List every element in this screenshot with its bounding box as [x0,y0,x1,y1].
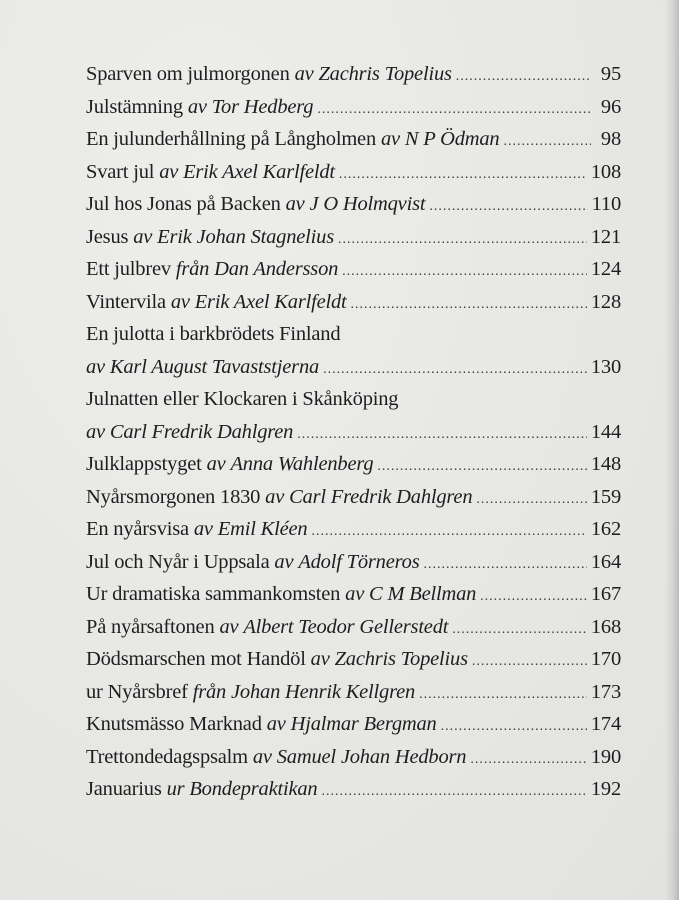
entry-title: En nyårsvisa [86,518,189,540]
toc-entry [86,253,621,286]
entry-by: från [175,258,210,280]
entry-title: Sparven om julmorgonen [86,63,290,85]
toc-entry [86,611,621,644]
toc-line [86,578,621,611]
page-number: 95 [600,63,621,85]
dot-leader [317,94,591,124]
entry-title: På nyårsaftonen [86,615,215,638]
entry-title: En julotta i barkbrödets Finland [86,323,341,345]
page-number: 148 [590,453,621,475]
entry-title: Nyårsmorgonen 1830 [86,485,261,508]
toc-entry [86,513,621,546]
toc-line [86,481,621,514]
dot-leader [456,61,591,91]
entry-by: av [206,453,226,475]
toc-line [86,416,621,449]
entry-author: Anna Wahlenberg [230,453,374,475]
entry-author: Bondepraktikan [189,778,318,800]
toc-line [86,773,621,806]
toc-entry [86,676,621,709]
entry-author: Hjalmar Bergman [290,713,437,735]
entry-title: Knutsmässo Marknad [86,713,262,735]
toc-line [86,448,621,481]
entry-author: Zachris Topelius [318,63,452,85]
entry-author: Erik Axel Karlfeldt [183,160,335,183]
table-of-contents [86,58,621,806]
toc-line [86,513,621,546]
entry-author: N P Ödman [404,128,500,150]
toc-line [86,286,621,319]
page-number: 164 [590,550,621,573]
entry-title: En julunderhållning på Långholmen [86,128,377,150]
entry-by: av [345,583,365,605]
entry-author: Tor Hedberg [211,95,314,118]
toc-line [86,708,621,741]
entry-author: Samuel Johan Hedborn [276,745,467,768]
dot-leader [321,776,586,806]
entry-title: Julklappstyget [86,453,202,475]
entry-title: Dödsmarschen mot Handöl [86,648,306,670]
entry-author: Carl Fredrik Dahlgren [289,485,473,508]
page-number: 167 [590,583,621,605]
toc-line [86,91,621,124]
page-number: 110 [591,193,621,215]
entry-title: Jul och Nyår i Uppsala [86,550,270,573]
entry-author: J O Holmqvist [309,193,426,215]
page-number: 174 [590,713,621,735]
entry-author: Emil Kléen [217,518,308,540]
toc-entry [86,318,621,383]
page-number: 130 [590,355,621,378]
entry-by: av [274,550,294,573]
toc-line [86,741,621,774]
dot-leader [429,191,587,221]
entry-by: av [285,193,305,215]
page-number: 98 [600,128,621,150]
page-gutter-shadow [665,0,679,900]
entry-by: av [294,63,314,85]
entry-by: av [219,615,239,638]
entry-by: av [187,95,207,118]
toc-line [86,546,621,579]
entry-title: Julnatten eller Klockaren i Skånköping [86,388,399,410]
page-number: 144 [590,420,621,443]
entry-author: Zachris Topelius [334,648,468,670]
page-number: 173 [590,680,621,703]
toc-entry [86,546,621,579]
page-number: 121 [590,225,621,248]
toc-entry [86,91,621,124]
dot-leader [470,744,587,774]
entry-author: Erik Axel Karlfeldt [194,290,347,313]
toc-line [86,221,621,254]
dot-leader [472,646,587,676]
entry-by: ur [166,778,185,800]
page-number: 192 [590,778,621,800]
page-number: 108 [590,160,621,183]
dot-leader [419,679,587,709]
toc-line [86,123,621,156]
toc-line [86,676,621,709]
entry-author: Carl Fredrik Dahlgren [109,420,294,443]
toc-entry [86,188,621,221]
entry-by: av [265,485,285,508]
page-number: 190 [590,745,621,768]
toc-entry [86,708,621,741]
entry-by: av [159,160,179,183]
toc-line [86,253,621,286]
dot-leader [323,354,587,384]
entry-by: av [380,128,400,150]
entry-title: ur Nyårsbref [86,680,188,703]
entry-title: Vintervila [86,290,166,313]
entry-author: Dan Andersson [214,258,339,280]
entry-by: av [133,225,153,248]
page-number: 128 [590,290,621,313]
entry-title: Svart jul [86,160,155,183]
entry-author: Karl August Tavaststjerna [109,355,320,378]
entry-author: Adolf Törneros [298,550,420,573]
entry-author: Erik Johan Stagnelius [157,225,334,248]
dot-leader [503,126,591,156]
toc-line [86,58,621,91]
entry-by: av [266,713,286,735]
dot-leader [338,224,587,254]
page-number: 96 [600,95,621,118]
page-number: 170 [590,648,621,670]
entry-by: av [86,355,105,378]
toc-entry [86,643,621,676]
page-number: 159 [590,485,621,508]
entry-title: Trettondedagspsalm [86,745,248,768]
toc-entry [86,221,621,254]
entry-title: Jesus [86,225,129,248]
toc-line [86,156,621,189]
toc-entry [86,481,621,514]
dot-leader [452,614,587,644]
toc-entry [86,773,621,806]
entry-by: från [192,680,227,703]
entry-author: Johan Henrik Kellgren [231,680,416,703]
entry-by: av [170,290,190,313]
entry-by: av [193,518,213,540]
entry-title: Julstämning [86,95,183,118]
entry-by: av [86,420,105,443]
toc-entry [86,578,621,611]
entry-by: av [310,648,330,670]
toc-line [86,611,621,644]
entry-title: Ur dramatiska sammankomsten [86,583,341,605]
toc-line [86,351,621,384]
toc-line [86,383,621,416]
page-number: 168 [590,615,621,638]
entry-by: av [252,745,272,768]
dot-leader [342,256,587,286]
dot-leader [476,484,586,514]
toc-line [86,318,621,351]
dot-leader [339,159,587,189]
dot-leader [351,289,587,319]
entry-title: Jul hos Jonas på Backen [86,193,281,215]
page-number: 162 [590,518,621,540]
toc-entry [86,58,621,91]
toc-entry [86,741,621,774]
entry-title: Januarius [86,778,162,800]
toc-line [86,643,621,676]
toc-entry [86,156,621,189]
entry-author: Albert Teodor Gellerstedt [243,615,449,638]
toc-entry [86,286,621,319]
dot-leader [480,581,587,611]
dot-leader [441,711,587,741]
dot-leader [311,516,586,546]
toc-entry [86,123,621,156]
dot-leader [297,419,587,449]
entry-title: Ett julbrev [86,258,171,280]
toc-entry [86,448,621,481]
dot-leader [377,451,586,481]
dot-leader [423,549,586,579]
toc-entry [86,383,621,448]
entry-author: C M Bellman [369,583,477,605]
page-number: 124 [590,258,621,280]
toc-line [86,188,621,221]
